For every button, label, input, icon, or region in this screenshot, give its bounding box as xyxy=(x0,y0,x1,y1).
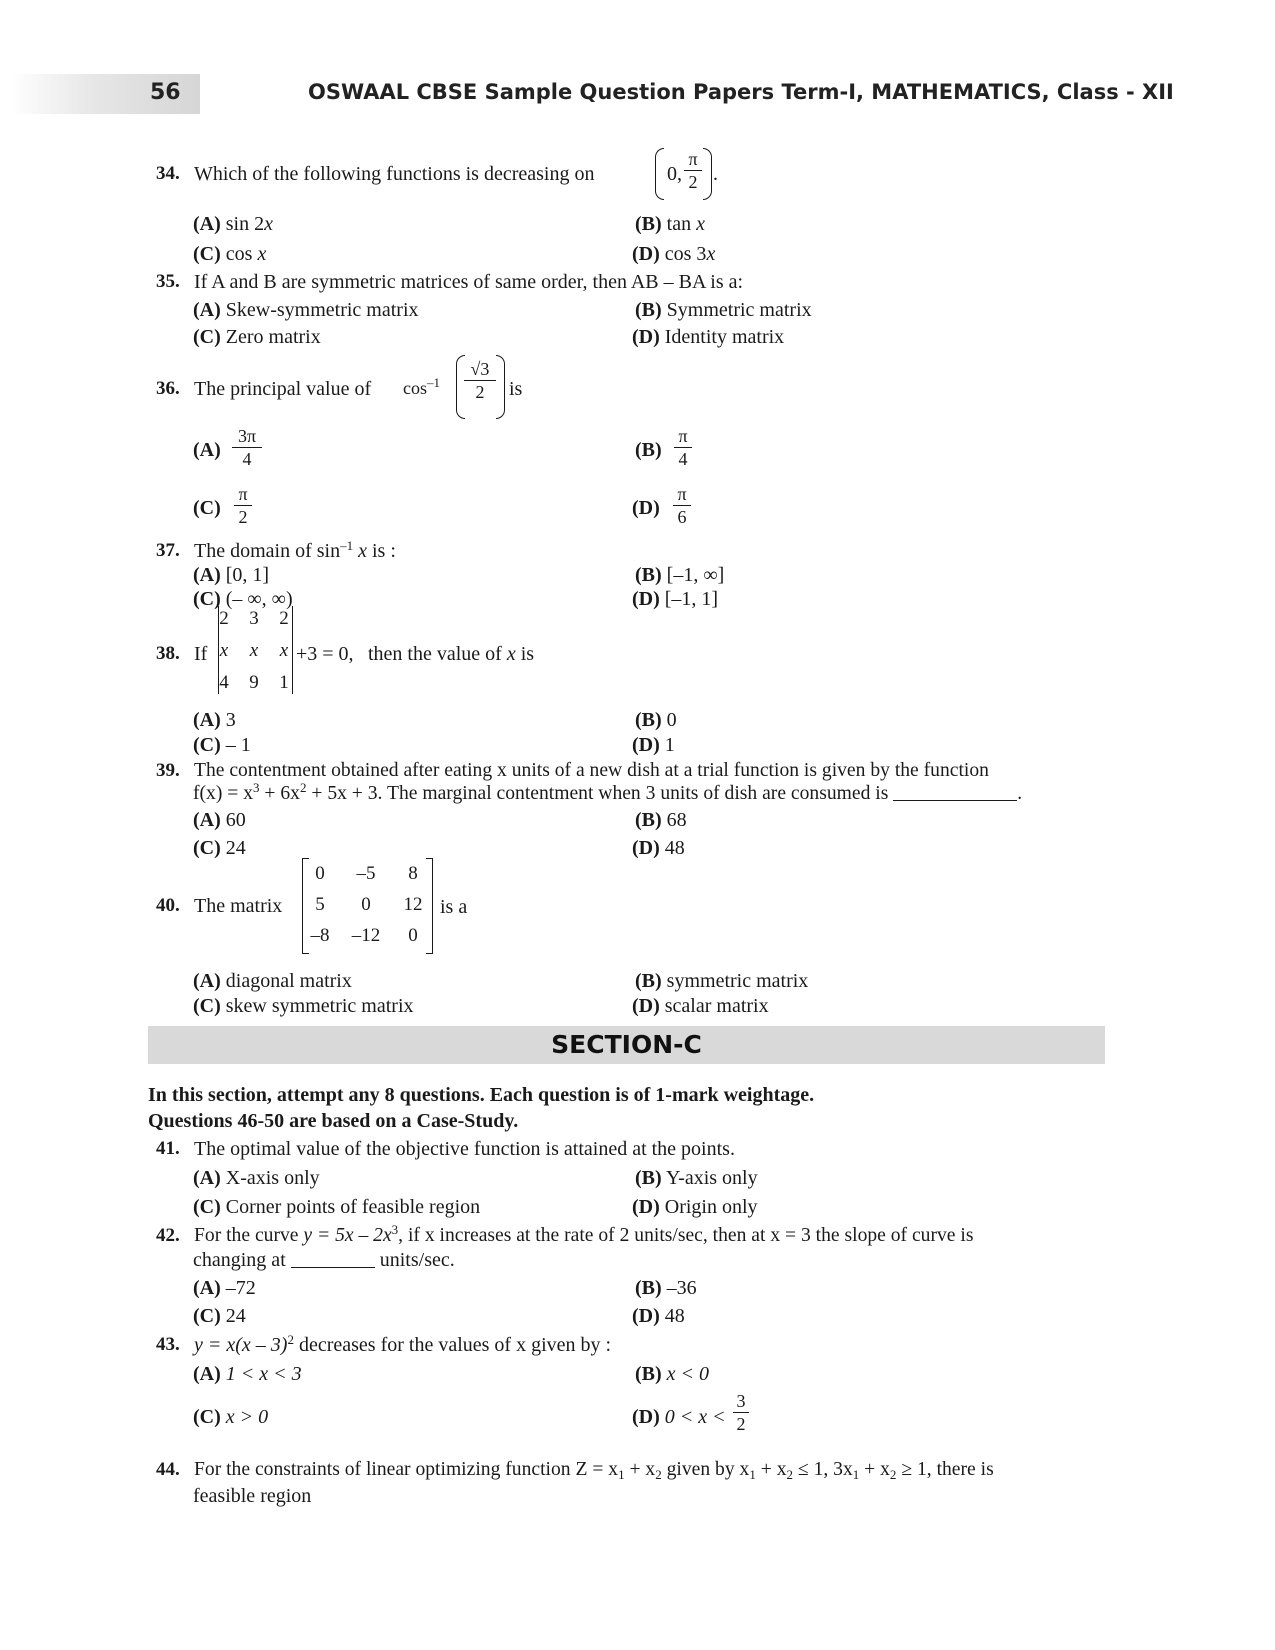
section-instruction-1: In this section, attempt any 8 questions. Each question is of 1-mark weightage. xyxy=(148,1084,815,1106)
option-text: Symmetric matrix xyxy=(666,299,812,321)
option-a xyxy=(193,808,246,832)
matrix-cell: –8 xyxy=(310,925,330,946)
text-part: , if x increases at the rate of 2 units/sec, then at x = 3 the slope of curve is xyxy=(398,1225,974,1246)
numerator: π xyxy=(688,149,698,169)
option-text: x > 0 xyxy=(225,1406,269,1428)
text-part: For the curve xyxy=(194,1225,299,1246)
option-b xyxy=(635,563,724,587)
subscript: 2 xyxy=(786,1467,794,1482)
option-b xyxy=(635,708,677,732)
option-text: x < 0 xyxy=(666,1363,710,1385)
det-cell: 2 xyxy=(279,608,289,629)
option-text: [–1, ∞] xyxy=(666,564,725,586)
subscript: 2 xyxy=(655,1467,662,1482)
text-part: given by x xyxy=(661,1459,750,1480)
question-text-line-2 xyxy=(193,782,1022,806)
option-label: (D) xyxy=(632,243,660,265)
option-label: (C) xyxy=(193,588,221,610)
section-title: SECTION-C xyxy=(551,1030,702,1059)
option-label: (B) xyxy=(635,1167,662,1189)
option-text: cos 3 xyxy=(664,243,707,265)
det-cell: 9 xyxy=(249,672,259,693)
question-tail xyxy=(368,642,534,666)
option-label: (A) xyxy=(193,970,221,992)
option-d-label: (D) xyxy=(632,497,660,519)
option-label: (C) xyxy=(193,243,221,265)
option-text: 24 xyxy=(225,837,246,859)
question-number: 37. xyxy=(156,540,180,561)
section-instruction-2: Questions 46-50 are based on a Case-Study. xyxy=(148,1110,519,1132)
variable: x xyxy=(506,643,516,665)
question-text: The principal value of xyxy=(194,378,372,400)
answer-blank xyxy=(893,782,1017,801)
option-d-fraction xyxy=(673,483,691,528)
option-text: tan xyxy=(666,213,697,235)
question-number: 41. xyxy=(156,1138,180,1159)
expression: y = x(x – 3) xyxy=(194,1334,288,1356)
option-text: 68 xyxy=(666,809,687,831)
text-part: ≤ 1, 3x xyxy=(793,1459,853,1480)
denominator: 2 xyxy=(475,382,485,402)
det-cell: 3 xyxy=(249,608,259,629)
option-a xyxy=(193,212,273,236)
denominator: 2 xyxy=(736,1414,746,1434)
variable: x xyxy=(257,243,267,265)
det-cell: 4 xyxy=(219,672,229,693)
option-text: 24 xyxy=(225,1305,246,1327)
option-label: (A) xyxy=(193,709,221,731)
matrix-cell: 0 xyxy=(315,863,325,884)
question-text: Which of the following functions is decreasing on xyxy=(194,163,595,185)
text-part: is xyxy=(520,643,535,665)
exponent: 3 xyxy=(391,1222,399,1237)
matrix-cell: –12 xyxy=(351,925,381,946)
option-text: 1 xyxy=(664,734,675,756)
answer-blank xyxy=(291,1249,375,1268)
expression: y = 5x – 2x xyxy=(303,1225,392,1246)
option-label: (A) xyxy=(193,213,221,235)
matrix-cell: –5 xyxy=(356,863,376,884)
question-text-line-1: The contentment obtained after eating x units of a new dish at a trial function is given by the function xyxy=(194,760,989,781)
option-b xyxy=(635,969,808,993)
matrix-cell: 0 xyxy=(361,894,371,915)
option-b xyxy=(635,298,812,322)
option-label: (B) xyxy=(635,564,662,586)
det-cell: x xyxy=(279,640,289,661)
det-cell: x xyxy=(249,640,259,661)
option-text: Zero matrix xyxy=(225,326,321,348)
right-paren xyxy=(496,355,505,419)
fraction-root3-over-2 xyxy=(464,358,496,403)
option-d xyxy=(632,587,718,611)
text-part: ≥ 1, there is xyxy=(896,1459,994,1480)
option-text: Corner points of feasible region xyxy=(225,1196,481,1218)
exponent: 3 xyxy=(253,780,260,795)
option-text: symmetric matrix xyxy=(666,970,809,992)
option-label: (B) xyxy=(635,1363,662,1385)
option-label: (B) xyxy=(635,809,662,831)
option-label: (A) xyxy=(193,1363,221,1385)
det-cell: x xyxy=(219,640,229,661)
option-text: 1 < x < 3 xyxy=(225,1363,302,1385)
question-number: 34. xyxy=(156,163,180,184)
option-label: (D) xyxy=(632,1305,660,1327)
option-text: X-axis only xyxy=(225,1167,320,1189)
option-a xyxy=(193,1276,256,1300)
question-number: 39. xyxy=(156,760,180,781)
option-label: (D) xyxy=(632,837,660,859)
option-b xyxy=(635,212,705,236)
text-part: + x xyxy=(755,1459,787,1480)
running-title: OSWAAL CBSE Sample Question Papers Term-I, MATHEMATICS, Class - XII xyxy=(308,80,1174,104)
question-number: 44. xyxy=(156,1459,180,1480)
question-number: 36. xyxy=(156,378,180,399)
option-label: (A) xyxy=(193,809,221,831)
left-paren xyxy=(655,148,664,200)
option-c xyxy=(193,1195,480,1219)
option-c xyxy=(193,1405,268,1429)
subscript: 1 xyxy=(749,1467,756,1482)
text-part: changing at xyxy=(193,1249,286,1271)
option-label: (C) xyxy=(193,1305,221,1327)
option-c xyxy=(193,242,266,266)
fraction-pi-over-2 xyxy=(684,148,702,193)
numerator: π xyxy=(677,484,687,504)
option-label: (D) xyxy=(632,588,660,610)
question-text: The optimal value of the objective function is attained at the points. xyxy=(194,1138,735,1160)
option-d xyxy=(632,836,685,860)
subscript: 1 xyxy=(618,1467,625,1482)
numerator: √3 xyxy=(470,359,490,379)
equation-tail: +3 = 0, xyxy=(296,643,354,665)
text-part: then the value of xyxy=(368,643,502,665)
option-text: [–1, 1] xyxy=(664,588,719,610)
option-label: (D) xyxy=(632,1196,660,1218)
exponent: 2 xyxy=(299,780,307,795)
interval-start: 0, xyxy=(667,163,682,185)
text-part: + x xyxy=(859,1459,890,1480)
text-part: + x xyxy=(624,1459,656,1480)
page-number: 56 xyxy=(150,80,181,105)
question-text: The matrix xyxy=(194,895,283,917)
option-c xyxy=(193,325,321,349)
question-text-line-2 xyxy=(193,1248,455,1272)
option-d xyxy=(632,1405,726,1429)
variable: x xyxy=(358,540,367,562)
option-d xyxy=(632,242,715,266)
text-part: units/sec. xyxy=(379,1249,455,1271)
option-label: (B) xyxy=(635,970,662,992)
question-number: 38. xyxy=(156,643,180,664)
option-label: (D) xyxy=(632,734,660,756)
option-c-fraction xyxy=(234,483,252,528)
option-label: (A) xyxy=(193,1277,221,1299)
function-cos xyxy=(403,376,440,400)
option-c xyxy=(193,1304,246,1328)
exponent: 2 xyxy=(287,1332,294,1347)
option-label: (B) xyxy=(635,709,662,731)
option-b-fraction xyxy=(674,425,692,470)
text-part: decreases for the values of x given by : xyxy=(293,1334,612,1356)
option-b xyxy=(635,808,687,832)
option-d-fraction xyxy=(733,1390,749,1435)
option-label: (C) xyxy=(193,1406,221,1428)
subscript: 1 xyxy=(852,1467,860,1482)
option-text: sin 2 xyxy=(225,213,265,235)
function-name: cos xyxy=(403,378,427,398)
text-part: The domain of sin xyxy=(194,540,341,562)
variable: x xyxy=(264,213,273,235)
option-text: [0, 1] xyxy=(225,564,270,586)
option-a xyxy=(193,1362,302,1386)
option-d xyxy=(632,1304,685,1328)
option-text: (– ∞, ∞) xyxy=(225,588,293,610)
option-b-label: (B) xyxy=(635,439,662,461)
option-a xyxy=(193,563,269,587)
option-label: (B) xyxy=(635,299,662,321)
text-part: + 5x + 3. The marginal contentment when 3 units of dish are consumed is xyxy=(306,783,889,804)
option-text: 3 xyxy=(225,709,236,731)
question-text-line-1 xyxy=(194,1458,994,1482)
option-text: Y-axis only xyxy=(665,1167,758,1189)
text-part: + 6x xyxy=(259,783,300,804)
numerator: π xyxy=(678,426,688,446)
option-label: (D) xyxy=(632,1406,660,1428)
matrix-cell: 5 xyxy=(315,894,325,915)
option-text: 48 xyxy=(664,837,685,859)
option-a-fraction xyxy=(232,425,262,470)
option-b xyxy=(635,1362,709,1386)
option-a xyxy=(193,969,352,993)
option-text: –36 xyxy=(666,1277,697,1299)
option-d xyxy=(632,994,769,1018)
question-text-line-2: feasible region xyxy=(193,1485,312,1507)
option-label: (C) xyxy=(193,995,221,1017)
option-label: (C) xyxy=(193,1196,221,1218)
question-prefix: If xyxy=(194,643,208,665)
matrix-cell: 12 xyxy=(403,894,423,915)
question-text xyxy=(194,1333,611,1357)
option-c xyxy=(193,733,251,757)
page-header xyxy=(0,74,1275,114)
question-text-line-1 xyxy=(194,1224,973,1248)
option-d xyxy=(632,733,675,757)
option-label: (D) xyxy=(632,326,660,348)
option-text: 60 xyxy=(225,809,246,831)
option-label: (C) xyxy=(193,734,221,756)
matrix-cell: 0 xyxy=(408,925,418,946)
question-number: 35. xyxy=(156,271,180,292)
option-c-label: (C) xyxy=(193,497,221,519)
section-c-banner xyxy=(148,1026,1105,1064)
denominator: 2 xyxy=(688,172,698,192)
option-a xyxy=(193,708,236,732)
inverse-exponent: –1 xyxy=(427,375,440,390)
option-c xyxy=(193,836,246,860)
text-part: is : xyxy=(366,540,396,562)
option-text: 0 xyxy=(666,709,677,731)
numerator: 3 xyxy=(736,1391,746,1411)
option-text: scalar matrix xyxy=(664,995,769,1017)
option-label: (C) xyxy=(193,837,221,859)
option-c xyxy=(193,994,414,1018)
option-a xyxy=(193,1166,320,1190)
variable: x xyxy=(696,213,705,235)
denominator: 6 xyxy=(677,507,687,527)
option-d xyxy=(632,1195,758,1219)
question-text: If A and B are symmetric matrices of same order, then AB – BA is a: xyxy=(194,271,744,293)
option-a xyxy=(193,298,419,322)
question-number: 40. xyxy=(156,895,180,916)
question-number: 43. xyxy=(156,1334,180,1355)
option-label: (D) xyxy=(632,995,660,1017)
period: . xyxy=(713,163,718,185)
denominator: 4 xyxy=(242,449,252,469)
question-number: 42. xyxy=(156,1225,180,1246)
option-text: cos xyxy=(225,243,258,265)
option-label: (A) xyxy=(193,564,221,586)
option-text: 48 xyxy=(664,1305,685,1327)
option-text: Skew-symmetric matrix xyxy=(225,299,419,321)
numerator: π xyxy=(238,484,248,504)
option-text: 0 < x < xyxy=(664,1406,726,1428)
variable: x xyxy=(706,243,716,265)
subscript: 2 xyxy=(889,1467,897,1482)
option-text: – 1 xyxy=(225,734,251,756)
option-text: Identity matrix xyxy=(664,326,785,348)
option-label: (B) xyxy=(635,213,662,235)
question-text xyxy=(194,539,396,563)
option-text: Origin only xyxy=(664,1196,758,1218)
period: . xyxy=(1017,783,1023,804)
det-cell: 2 xyxy=(219,608,229,629)
matrix-cell: 8 xyxy=(408,863,418,884)
option-label: (A) xyxy=(193,299,221,321)
denominator: 2 xyxy=(238,507,248,527)
question-tail: is xyxy=(509,378,523,400)
right-paren xyxy=(703,148,712,200)
option-text: skew symmetric matrix xyxy=(225,995,414,1017)
option-a-label: (A) xyxy=(193,439,221,461)
option-b xyxy=(635,1276,697,1300)
inverse-exponent: –1 xyxy=(340,538,354,553)
numerator: 3π xyxy=(237,426,257,446)
option-label: (B) xyxy=(635,1277,662,1299)
option-text: diagonal matrix xyxy=(225,970,352,992)
option-text: –72 xyxy=(225,1277,256,1299)
option-d xyxy=(632,325,784,349)
option-label: (A) xyxy=(193,1167,221,1189)
text-part: f(x) = x xyxy=(193,783,254,804)
option-b xyxy=(635,1166,758,1190)
denominator: 4 xyxy=(678,449,688,469)
question-tail: is a xyxy=(440,896,468,918)
det-cell: 1 xyxy=(279,672,289,693)
text-part: For the constraints of linear optimizing function Z = x xyxy=(194,1459,619,1480)
option-label: (C) xyxy=(193,326,221,348)
